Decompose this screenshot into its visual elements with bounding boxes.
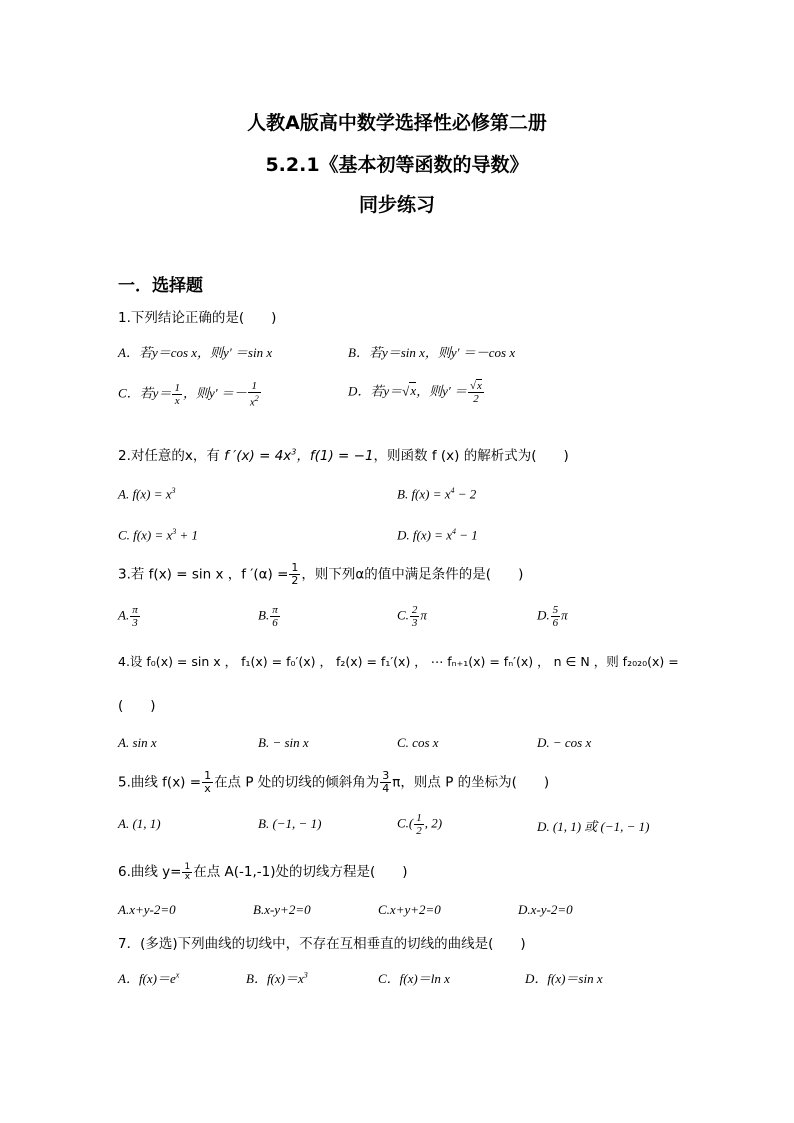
q5-stem: 5.曲线 f(x) = $\frac{1}{x}$ 在点 P 处的切线的倾斜角为 $\frac{3}{4}$ π，则点 P 的坐标为( ) <box>118 769 550 795</box>
q2-option-a: A. $f(x) = x^3$ <box>118 486 176 502</box>
q2-stem: 2.对任意的x，有 f $'(x) = 4x^3$，f(1) = −1，则函数 f (x) 的解析式为( ) <box>118 447 569 464</box>
q5-option-d: D. (1, 1) 或 (−1, − 1) <box>537 819 650 834</box>
q2-option-b: B. $f(x) = x^4 - 2$ <box>397 486 477 502</box>
section-title: 一．选择题 <box>118 276 203 296</box>
q7-option-d: D．f(x)＝sin x <box>525 971 603 986</box>
q4-option-a: A. sin x <box>118 735 157 750</box>
q5-option-c: C.( $\frac{1}{2}$ , 2) <box>397 812 443 837</box>
q1-option-b: B．若y＝sin x，则y′ ＝－cos x <box>348 345 516 360</box>
q3-option-d: D. $\frac{5}{6}$ π <box>537 604 568 629</box>
q4-option-d: D. − cos x <box>537 735 592 750</box>
q3-option-c: C. $\frac{2}{3}$ π <box>397 604 427 629</box>
q7-option-c: C．f(x)＝ln x <box>378 971 450 986</box>
q2-option-c: C. $f(x) = x^3 + 1$ <box>118 527 199 543</box>
q1-option-a: A．若y＝cos x，则y′ ＝sin x <box>118 345 273 360</box>
q3-stem: 3.若 f(x) = sin x ，f ′(α) = $\frac{1}{2}$ ，则下列α的值中满足条件的是( ) <box>118 561 524 587</box>
q4-option-c: C. cos x <box>397 735 439 750</box>
q3-option-a: A. $\frac{\pi}{3}$ <box>118 604 138 629</box>
q6-option-c: C.x+y+2=0 <box>378 902 441 917</box>
q5-option-b: B. (−1, − 1) <box>258 816 322 831</box>
q6-option-a: A.x+y-2=0 <box>118 902 176 917</box>
q4-paren: ( ) <box>118 698 156 714</box>
doc-title-line2: 5.2.1《基本初等函数的导数》 <box>265 154 529 176</box>
q2-option-d: D. $f(x) = x^4 - 1$ <box>397 527 478 543</box>
q3-option-b: B. $\frac{\pi}{6}$ <box>258 604 278 629</box>
q1-stem: 1.下列结论正确的是( ) <box>118 310 277 326</box>
q6-option-b: B.x-y+2=0 <box>253 902 311 917</box>
q4-stem: 4.设 f₀(x) = sin x ， f₁(x) = f₀′(x) ， f₂(x) = f₁′(x) ， ⋯ fₙ₊₁(x) = fₙ′(x) ， n ∈ N ，则 f₂₀₂₀(x) = <box>118 654 679 669</box>
q6-stem: 6.曲线 y= $\frac{1}{x}$ 在点 A(-1,-1)处的切线方程是( ) <box>118 861 408 882</box>
q5-option-a: A. (1, 1) <box>118 816 161 831</box>
q4-option-b: B. − sin x <box>258 735 309 750</box>
q1-option-c: C．若y＝ $\frac{1}{x}$ ，则y′ ＝－ $\frac{1}{x^2}$ <box>118 380 259 409</box>
doc-title-line3: 同步练习 <box>358 194 435 216</box>
q7-option-a: A．$f(x)=e^x$ <box>118 970 180 986</box>
q6-option-d: D.x-y-2=0 <box>518 902 573 917</box>
q1-option-d: D．若y＝√x，则y′ ＝ $\frac{√x}{2}$ <box>348 380 482 405</box>
q7-stem: 7．(多选)下列曲线的切线中，不存在互相垂直的切线的曲线是( ) <box>118 936 526 952</box>
q7-option-b: B．$f(x)=x^3$ <box>246 970 308 986</box>
doc-title-line1: 人教A版高中数学选择性必修第二册 <box>247 112 547 134</box>
